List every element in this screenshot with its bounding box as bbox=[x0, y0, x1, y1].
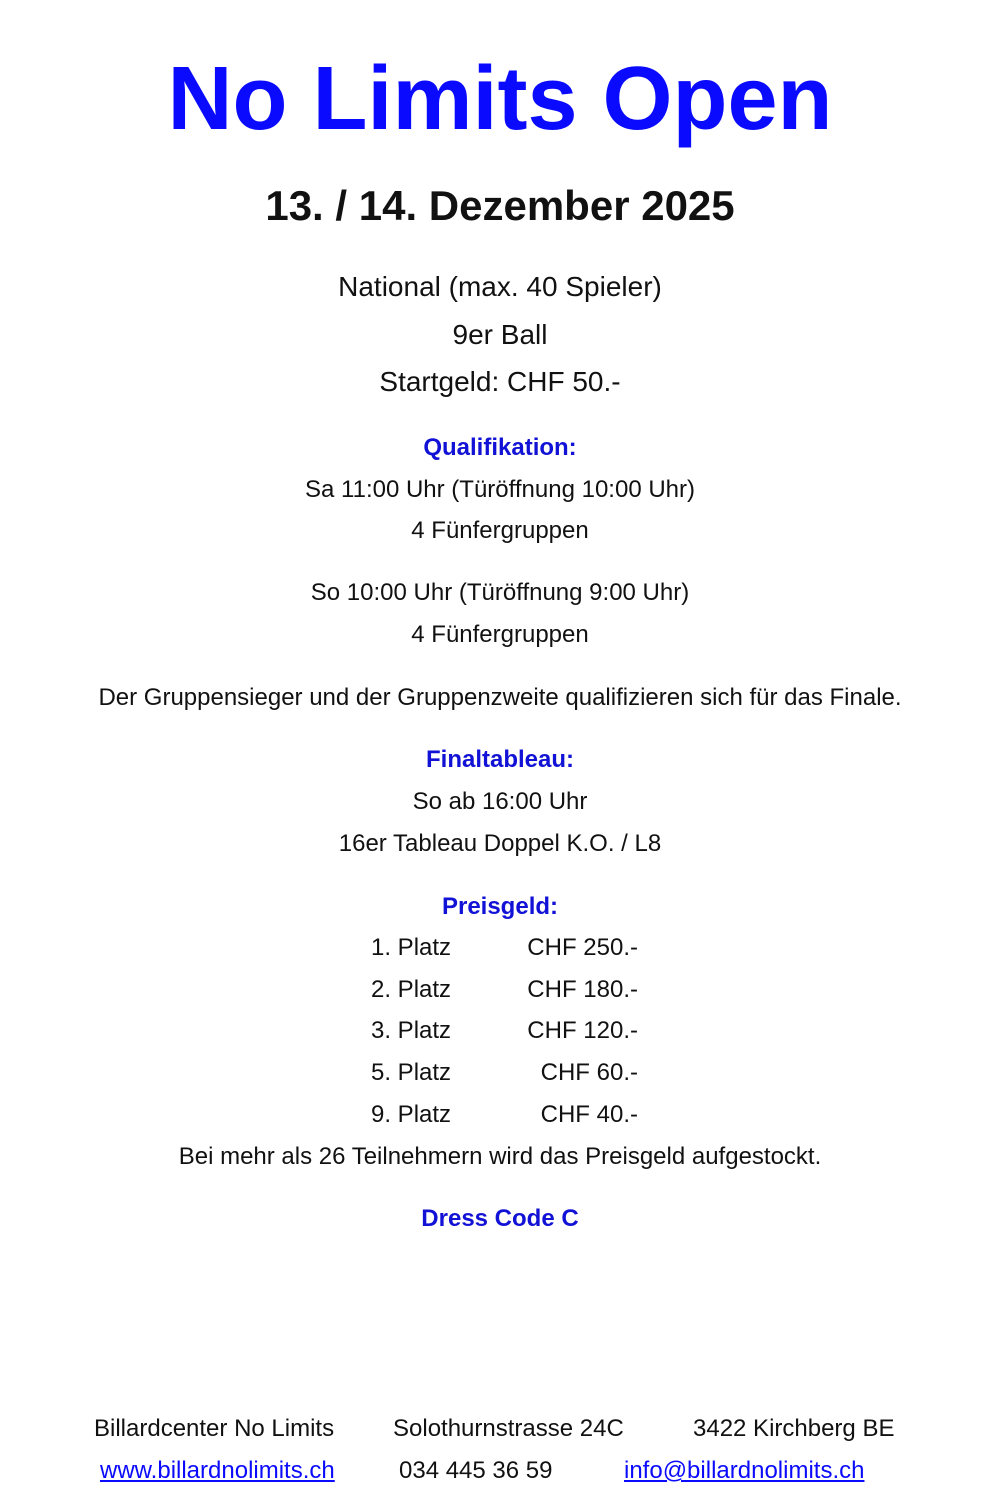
prize-amount: CHF 40.- bbox=[540, 1101, 638, 1128]
website-link[interactable]: www.billardnolimits.ch bbox=[100, 1457, 335, 1484]
qualification-note: Der Gruppensieger und der Gruppenzweite qualifizieren sich für das Finale. bbox=[98, 684, 902, 711]
final-format: 16er Tableau Doppel K.O. / L8 bbox=[338, 830, 662, 857]
prize-place: 1. Platz bbox=[371, 934, 452, 961]
dress-code: Dress Code C bbox=[421, 1205, 579, 1232]
prize-row bbox=[0, 973, 1000, 1007]
email-link[interactable]: info@billardnolimits.ch bbox=[624, 1457, 865, 1484]
prize-place: 5. Platz bbox=[371, 1059, 452, 1086]
footer-contact-row bbox=[0, 1453, 1000, 1489]
prize-note: Bei mehr als 26 Teilnehmern wird das Preisgeld aufgestockt. bbox=[178, 1143, 822, 1170]
prize-amount: CHF 60.- bbox=[540, 1059, 638, 1086]
qualification-sunday-time: So 10:00 Uhr (Türöffnung 9:00 Uhr) bbox=[310, 579, 690, 606]
event-date: 13. / 14. Dezember 2025 bbox=[265, 182, 735, 229]
page-title: No Limits Open bbox=[167, 49, 833, 149]
final-time: So ab 16:00 Uhr bbox=[412, 788, 588, 815]
prize-place: 3. Platz bbox=[371, 1017, 452, 1044]
prize-amount: CHF 120.- bbox=[527, 1017, 638, 1044]
category-line: National (max. 40 Spieler) bbox=[338, 271, 662, 302]
prize-amount: CHF 180.- bbox=[527, 976, 638, 1003]
footer-venue-name: Billardcenter No Limits bbox=[94, 1415, 335, 1442]
prize-row bbox=[0, 931, 1000, 965]
final-heading: Finaltableau: bbox=[425, 746, 575, 773]
qualification-saturday-groups: 4 Fünfergruppen bbox=[411, 517, 589, 544]
footer-address-row bbox=[0, 1411, 1000, 1447]
prize-heading: Preisgeld: bbox=[441, 893, 559, 920]
footer-phone: 034 445 36 59 bbox=[399, 1457, 553, 1484]
qualification-saturday-time: Sa 11:00 Uhr (Türöffnung 10:00 Uhr) bbox=[305, 476, 695, 503]
prize-amount: CHF 250.- bbox=[527, 934, 638, 961]
prize-row bbox=[0, 1014, 1000, 1048]
qualification-sunday-groups: 4 Fünfergruppen bbox=[411, 621, 589, 648]
footer-city: 3422 Kirchberg BE bbox=[693, 1415, 895, 1442]
footer-street: Solothurnstrasse 24C bbox=[393, 1415, 624, 1442]
qualification-heading: Qualifikation: bbox=[423, 434, 577, 461]
prize-row bbox=[0, 1056, 1000, 1090]
prize-place: 2. Platz bbox=[371, 976, 452, 1003]
prize-place: 9. Platz bbox=[371, 1101, 452, 1128]
prize-row bbox=[0, 1098, 1000, 1132]
discipline-line: 9er Ball bbox=[452, 319, 548, 350]
fee-line: Startgeld: CHF 50.- bbox=[379, 366, 621, 397]
